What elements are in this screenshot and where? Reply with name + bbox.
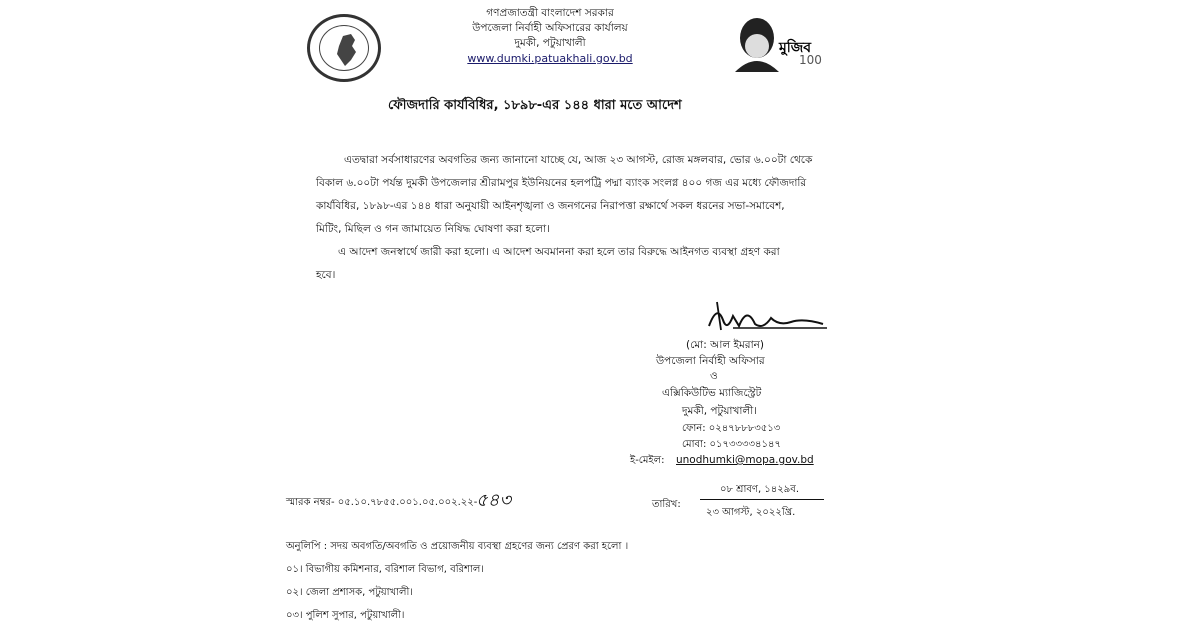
memo-number-handwritten: ৫৪৩ (476, 490, 512, 511)
mujib-100-logo (727, 6, 821, 72)
page-title: ফৌজদারি কার্যবিধির, ১৮৯৮-এর ১৪৪ ধারা মতে আদেশ (388, 98, 682, 113)
copy-intro: অনুলিপি : সদয় অবগতি/অবগতি ও প্রয়োজনীয় ব্যবস্থা গ্রহণের জন্য প্রেরণ করা হলো । (286, 541, 629, 552)
signatory-mobile: মোবা: ০১৭৩৩৩৩৪১৪৭ (682, 439, 781, 450)
signatory-designation2: এক্সিকিউটিভ ম্যাজিস্ট্রেট (662, 387, 762, 399)
copy-item-2: ০২। জেলা প্রশাসক, পটুয়াখালী। (286, 587, 413, 598)
handwritten-signature (703, 296, 833, 340)
date-divider (700, 499, 824, 500)
date-label: তারিখ: (652, 499, 681, 510)
mujib-logo-text: মুজিব (779, 40, 812, 56)
website-link[interactable]: www.dumki.patuakhali.gov.bd (467, 52, 633, 65)
header-line2: উপজেলা নির্বাহী অফিসারের কার্যালয় (472, 22, 628, 34)
header-line3: দুমকী, পটুয়াখালী (514, 37, 586, 49)
email-link[interactable]: unodhumki@mopa.gov.bd (676, 454, 814, 466)
para1-line3: কার্যবিধির, ১৮৯৮-এর ১৪৪ ধারা অনুযায়ী আইনশৃঙ্খলা ও জনগনের নিরাপত্তা রক্ষার্থে সকল ধরনের সভা-সমাবেশ, (316, 200, 785, 212)
email-label: ই-মেইল: (630, 455, 665, 466)
mujib-logo-number: 100 (799, 53, 822, 67)
copy-item-1: ০১। বিভাগীয় কমিশনার, বরিশাল বিভাগ, বরিশাল। (286, 564, 484, 575)
date-bangla: ০৮ শ্রাবণ, ১৪২৯ব. (720, 484, 800, 495)
para1-line1: এতদ্বারা সর্বসাধারণের অবগতির জন্য জানানো যাচ্ছে যে, আজ ২৩ আগস্ট, রোজ মঙ্গলবার, ভোর ৬.০০টা থেকে (344, 154, 813, 166)
memo-number: স্মারক নম্বর- ০৫.১০.৭৮৫৫.০০১.০৫.০০২.২২- (286, 497, 478, 508)
signatory-designation1: উপজেলা নির্বাহী অফিসার (656, 355, 765, 367)
signatory-location: দুমকী, পটুয়াখালী। (682, 405, 757, 417)
para1-line4: মিটিং, মিছিল ও গন জামায়েত নিষিদ্ধ ঘোষণা করা হলো। (316, 223, 550, 235)
signatory-and: ও (710, 370, 718, 382)
signatory-phone: ফোন: ০২৪৭৮৮৮৩৫১৩ (682, 423, 781, 434)
government-seal-logo (307, 14, 381, 82)
date-english: ২৩ আগস্ট, ২০২২খ্রি. (706, 507, 796, 518)
copy-item-3: ০৩। পুলিশ সুপার, পটুয়াখালী। (286, 610, 405, 621)
header-line1: গণপ্রজাতন্ত্রী বাংলাদেশ সরকার (486, 7, 614, 19)
para2-line1: এ আদেশ জনস্বার্থে জারী করা হলো। এ আদেশ অবমাননা করা হলে তার বিরুদ্ধে আইনগত ব্যবস্থা গ্রহণ করা (338, 246, 780, 258)
para2-line2: হবে। (316, 269, 336, 281)
bangladesh-map-icon (321, 26, 373, 76)
signatory-name: (মো: আল ইমরান) (686, 339, 764, 351)
para1-line2: বিকাল ৬.০০টা পর্যন্ত দুমকী উপজেলার শ্রীরামপুর ইউনিয়নের হলপট্রি পদ্মা ব্যাংক সংলগ্ন ৪০০ গজ এর মধ্যে ফৌজদারি (316, 177, 807, 189)
